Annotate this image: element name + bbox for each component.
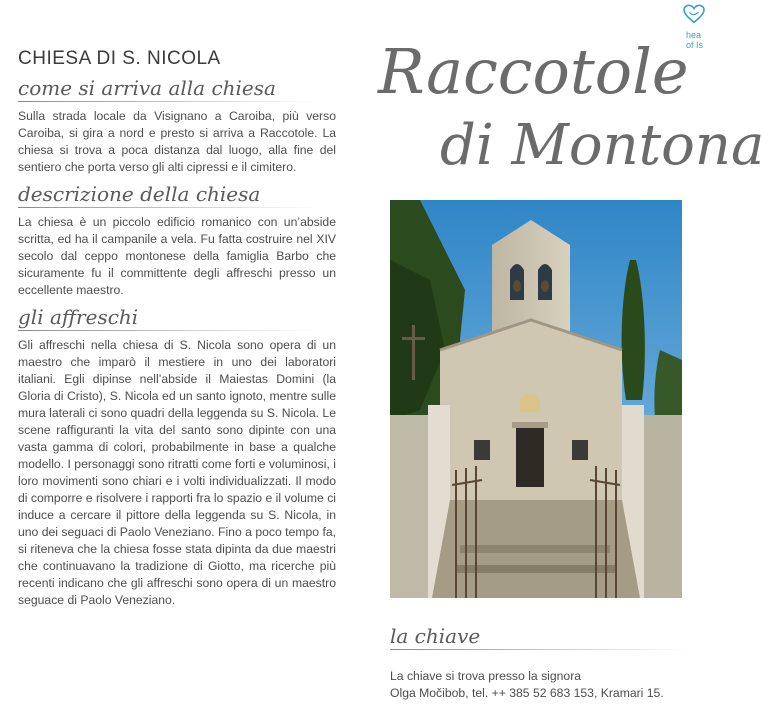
heart-icon — [683, 4, 705, 24]
key-text — [390, 668, 690, 702]
logo-text-line2: of Is — [686, 40, 704, 50]
key-section — [390, 624, 690, 650]
key-text-line1: La chiave si trova presso la signora — [390, 669, 582, 683]
section-text-directions: Sulla strada locale da Visignano a Caroiba, più verso Caroiba, si gira a nord e presto si arriva a Raccotole. La chiesa si trova a poca distanza dal luogo, alla fine del sentiero che porta verso gli alti cipressi e il cimitero. — [18, 109, 336, 174]
page-title-line1: Raccotole — [378, 35, 689, 108]
church-name: CHIESA DI S. NICOLA — [18, 48, 221, 69]
section-heading-description: descrizione della chiesa — [18, 182, 336, 208]
section-heading-frescoes: gli affreschi — [18, 305, 336, 331]
section-heading-key: la chiave — [390, 624, 690, 650]
article-column — [18, 48, 336, 615]
section-heading-directions: come si arriva alla chiesa — [18, 76, 336, 102]
section-text-description: La chiesa è un piccolo edificio romanico con un’abside scritta, ed ha il campanile a vela. Fu fatta costruire nel XIV secolo dal ceppo montonese della famiglia Barbo che sicuramente fu il committente degli affreschi presso un eccellente maestro. — [18, 215, 336, 297]
key-text-line2: Olga Močibob, tel. ++ 385 52 683 153, Kramari 15. — [390, 686, 664, 700]
section-text-frescoes: Gli affreschi nella chiesa di S. Nicola sono opera di un maestro che imparò il mestiere in uno dei laboratori italiani. Egli dipinse nell’abside il Maiestas Domini (la Gloria di Cristo), S. Nicola ed un santo ignoto, mentre sulle mura laterali ci sono quadri della leggenda su S. Nicola. Le scene raffiguranti la vita del santo sono dipinte con una vasta gamma di colori, probabilmente in base a qualche modello. I personaggi sono ritratti come forti e voluminosi, i loro movimenti sono chiari e i volti individualizzati. Il modo di comporre e risolvere i rapporti fra lo spazio e il volume ci induce a cercare il pittore della leggenda su S. Nicola, in uno dei seguaci di Paolo Veneziano. Fino a poco tempo fa, si riteneva che la chiesa fosse stata dipinta da due maestri che continuavano la tradizione di Giotto, ma ricerche più recenti indicano che gli affreschi sono opera di un maestro seguace di Paolo Veneziano. — [18, 338, 336, 607]
logo-text-line1: hea — [686, 30, 702, 40]
church-illustration — [390, 200, 682, 598]
page-title-line2: di Montona — [440, 113, 764, 178]
church-photo — [390, 200, 682, 598]
